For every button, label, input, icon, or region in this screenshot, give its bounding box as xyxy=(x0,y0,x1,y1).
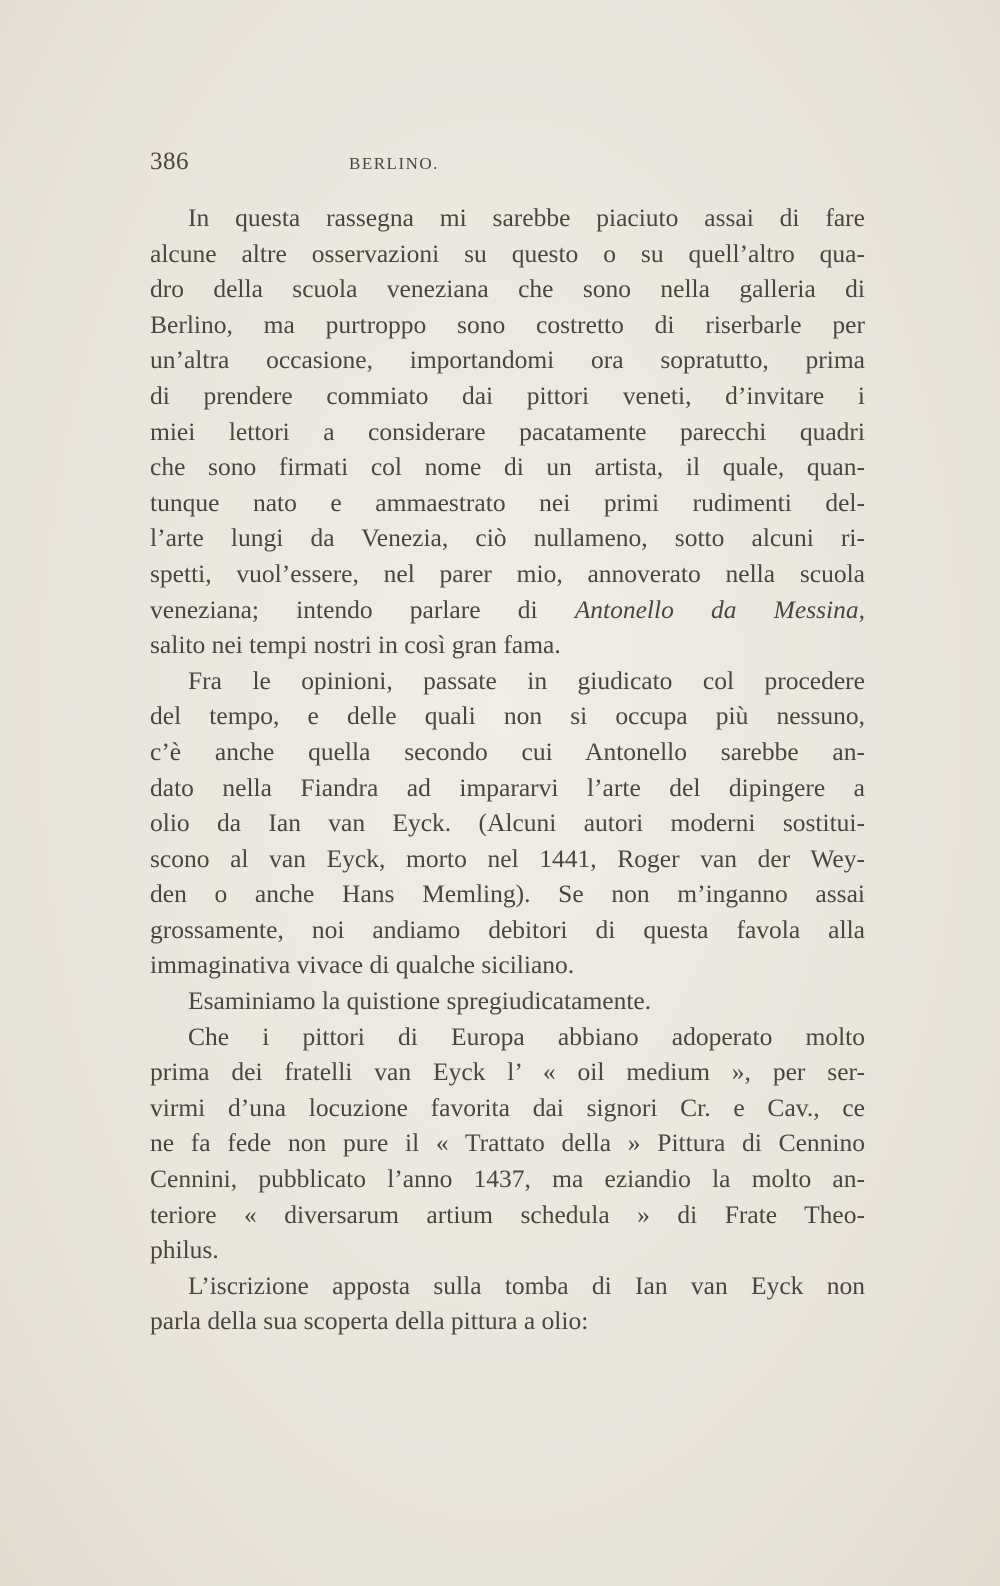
paragraph xyxy=(150,1019,865,1268)
text-line: scono al van Eyck, morto nel 1441, Roger van der Wey- xyxy=(150,843,865,873)
text-line: Esaminiamo la quistione spregiudicatamente. xyxy=(188,986,652,1016)
text-line: l’arte lungi da Venezia, ciò nullameno, sotto alcuni ri- xyxy=(150,523,865,553)
text-line xyxy=(150,592,865,628)
paragraph xyxy=(150,983,865,1019)
text-line: grossamente, noi andiamo debitori di questa favola alla xyxy=(150,914,865,944)
text-line: c’è anche quella secondo cui Antonello sarebbe an- xyxy=(150,736,865,766)
text-line: dro della scuola veneziana che sono nella galleria di xyxy=(150,274,865,304)
artist-name-italic: Antonello da Messina, xyxy=(574,594,866,624)
text-line: immaginativa vivace di qualche siciliano. xyxy=(150,950,575,980)
text-line: olio da Ian van Eyck. (Alcuni autori moderni sostitui- xyxy=(150,808,865,838)
body-text xyxy=(150,200,865,1339)
text-line: di prendere commiato dai pittori veneti, d’invitare i xyxy=(150,380,865,410)
text-line: dato nella Fiandra ad impararvi l’arte del dipingere a xyxy=(150,772,865,802)
running-title: BERLINO. xyxy=(349,154,439,173)
text-line: parla della sua scoperta della pittura a olio: xyxy=(150,1306,589,1336)
text-line: den o anche Hans Memling). Se non m’inganno assai xyxy=(150,879,865,909)
text-line: Berlino, ma purtroppo sono costretto di riserbarle per xyxy=(150,309,865,339)
page-number: 386 xyxy=(150,148,189,175)
text-line: L’iscrizione apposta sulla tomba di Ian van Eyck non xyxy=(188,1270,865,1300)
text-line: ne fa fede non pure il « Trattato della » Pittura di Cennino xyxy=(150,1128,865,1158)
text-line: In questa rassegna mi sarebbe piaciuto assai di fare xyxy=(188,203,865,232)
text-line: alcune altre osservazioni su questo o su quell’altro qua- xyxy=(150,238,865,268)
running-head xyxy=(150,148,865,188)
text-line: miei lettori a considerare pacatamente parecchi quadri xyxy=(150,416,865,446)
text-line: Fra le opinioni, passate in giudicato col procedere xyxy=(188,665,865,695)
text-line: spetti, vuol’essere, nel parer mio, annoverato nella scuola xyxy=(150,558,865,588)
paragraph xyxy=(150,663,865,983)
text-line: prima dei fratelli van Eyck l’ « oil medium », per ser- xyxy=(150,1057,865,1087)
book-page xyxy=(150,148,865,1339)
paragraph xyxy=(150,1268,865,1339)
text-line: tunque nato e ammaestrato nei primi rudimenti del- xyxy=(150,487,865,517)
text-line: che sono firmati col nome di un artista, il quale, quan- xyxy=(150,452,865,482)
text-line: teriore « diversarum artium schedula » di Frate Theo- xyxy=(150,1199,865,1229)
text-line: del tempo, e delle quali non si occupa più nessuno, xyxy=(150,701,865,731)
text-line: Cennini, pubblicato l’anno 1437, ma eziandio la molto an- xyxy=(150,1164,865,1194)
text-line: philus. xyxy=(150,1235,219,1265)
text-line: salito nei tempi nostri in così gran fama. xyxy=(150,630,561,660)
text-line: virmi d’una locuzione favorita dai signori Cr. e Cav., ce xyxy=(150,1092,865,1122)
text-line: un’altra occasione, importandomi ora sopratutto, prima xyxy=(150,345,865,375)
text-line: Che i pittori di Europa abbiano adoperato molto xyxy=(188,1021,865,1051)
text-segment: veneziana; intendo parlare di xyxy=(150,594,538,624)
paragraph xyxy=(150,200,865,663)
